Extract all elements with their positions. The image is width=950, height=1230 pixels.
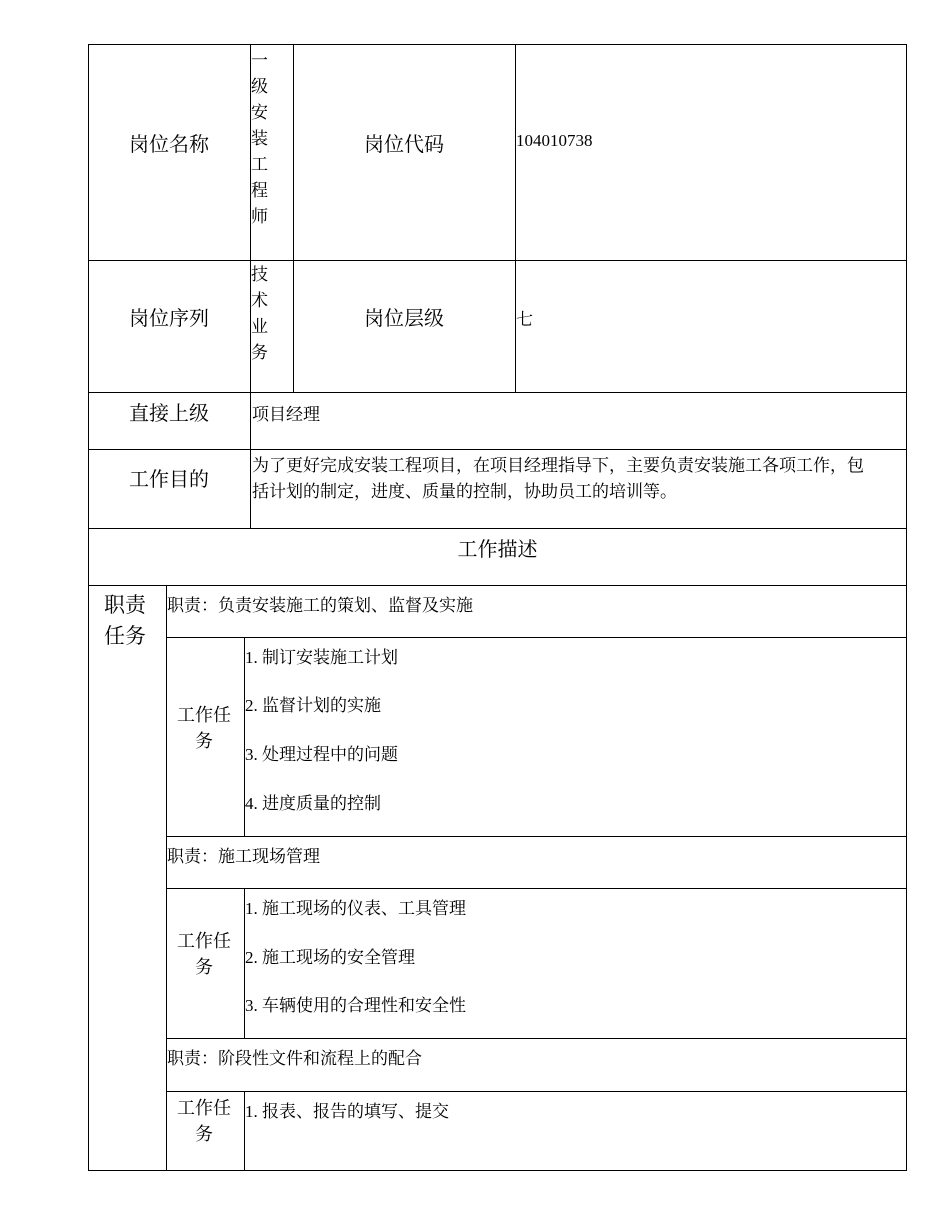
row-divider [166,888,907,889]
row-divider [88,392,907,393]
column-divider [515,44,516,393]
row-divider [166,1038,907,1039]
task-item: 1. 制订安装施工计划 [245,648,398,667]
purpose-value: 为了更好完成安装工程项目，在项目经理指导下，主要负责安装施工各项工作，包括计划的制定，进度、质量的控制，协助员工的培训等。 [252,456,864,502]
purpose-label: 工作目的 [129,468,209,491]
post-level-value: 七 [516,310,533,329]
post-series-value: 技术业务 [251,265,268,362]
row-divider [166,637,907,638]
task-label: 工作任务 [177,931,231,977]
table-border-bottom [88,1170,907,1171]
post-series-label: 岗位序列 [129,307,209,330]
duty-title: 职责：负责安装施工的策划、监督及实施 [167,596,473,615]
task-label: 工作任务 [177,1098,231,1144]
post-code-value: 104010738 [516,131,593,150]
row-divider [166,1091,907,1092]
post-code-label: 岗位代码 [364,133,444,156]
duty-title: 职责：阶段性文件和流程上的配合 [167,1049,422,1068]
work-description-title: 工作描述 [457,538,538,561]
task-item: 2. 施工现场的安全管理 [245,948,415,967]
duty-title: 职责：施工现场管理 [167,847,320,866]
task-item: 3. 处理过程中的问题 [245,745,398,764]
task-item: 4. 进度质量的控制 [245,794,381,813]
row-divider [88,585,907,586]
supervisor-label: 直接上级 [129,402,209,425]
task-item: 1. 报表、报告的填写、提交 [245,1102,449,1121]
post-name-value: 一级安装工程师 [251,51,268,226]
task-item: 2. 监督计划的实施 [245,696,381,715]
column-divider [166,585,167,1171]
task-item: 3. 车辆使用的合理性和安全性 [245,996,466,1015]
supervisor-value: 项目经理 [252,405,320,424]
task-label: 工作任务 [177,705,231,751]
post-level-label: 岗位层级 [364,307,444,330]
row-divider [88,449,907,450]
post-name-label: 岗位名称 [129,133,209,156]
table-border-right [906,44,907,1171]
row-divider [88,528,907,529]
task-item: 1. 施工现场的仪表、工具管理 [245,899,466,918]
row-divider [166,836,907,837]
duty-label: 职责任务 [104,593,146,648]
